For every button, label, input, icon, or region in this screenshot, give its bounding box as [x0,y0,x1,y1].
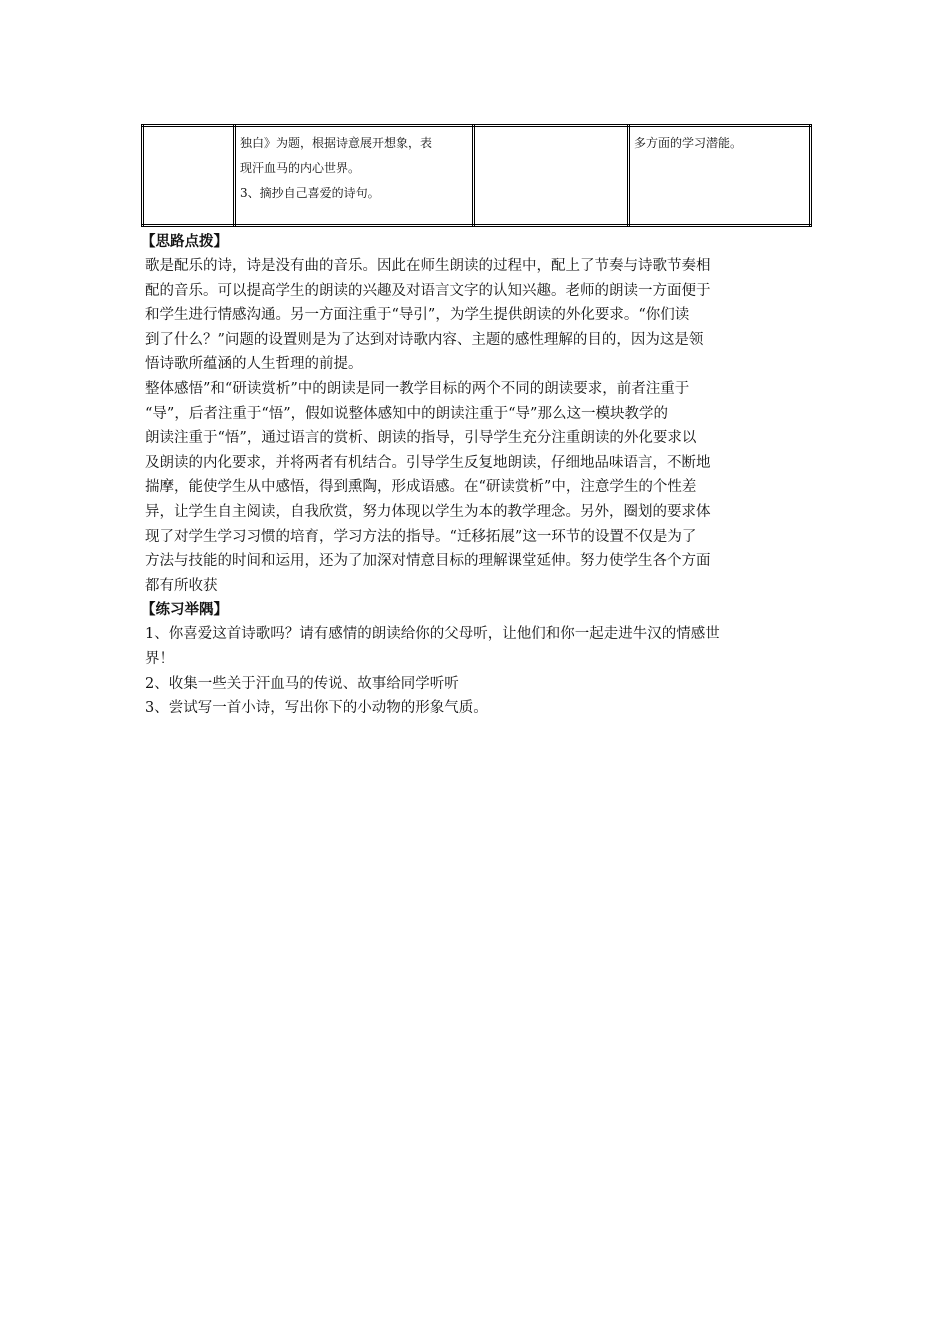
cell-text-line: 现汗血马的内心世界。 [240,161,361,175]
text-line: 和学生进行情感沟通。另一方面注重于“导引”，为学生提供朗读的外化要求。“你们读 [145,307,690,324]
list-item: 2、收集一些关于汗血马的传说、故事给同学听听 [145,675,459,692]
text-line: 朗读注重于“悟”，通过语言的赏析、朗读的指导，引导学生充分注重朗读的外化要求以 [145,430,697,447]
table-cell-empty-1 [143,126,235,226]
text-line: 方法与技能的时间和运用，还为了加深对情意目标的理解课堂延伸。努力使学生各个方面 [145,553,711,570]
cell-text-line: 独白》为题，根据诗意展开想象，表 [240,136,433,150]
text-line: 现了对学生学习习惯的培育，学习方法的指导。“迁移拓展”这一环节的设置不仅是为了 [145,528,697,545]
list-item: 3、尝试写一首小诗，写出你下的小动物的形象气质。 [145,700,488,717]
text-line: 异，让学生自主阅读，自我欣赏，努力体现以学生为本的教学理念。另外，圈划的要求体 [145,503,711,520]
table-cell-empty-3 [474,126,629,226]
text-line: 都有所收获 [145,577,218,594]
text-line: 及朗读的内化要求，并将两者有机结合。引导学生反复地朗读，仔细地品味语言，不断地 [145,454,711,471]
document-body [141,230,815,721]
section-heading-thinking: 【思路点拨】 [141,234,228,250]
cell-text-line: 3、摘抄自己喜爱的诗句。 [240,186,380,200]
list-item: 1、你喜爱这首诗歌吗？请有感情的朗读给你的父母听，让他们和你一起走进牛汉的情感世 [145,626,720,643]
table-row [143,126,811,226]
text-line: 到了什么？”问题的设置则是为了达到对诗歌内容、主题的感性理解的目的，因为这是领 [145,331,704,348]
lesson-plan-table [141,124,812,227]
table-cell-activities [235,126,474,226]
table-cell-goals [629,126,811,226]
text-line: 整体感悟”和“研读赏析”中的朗读是同一教学目标的两个不同的朗读要求，前者注重于 [145,380,690,397]
section-heading-practice: 【练习举隅】 [141,602,228,619]
text-line: 歌是配乐的诗，诗是没有曲的音乐。因此在师生朗读的过程中，配上了节奏与诗歌节奏相 [145,258,711,274]
text-line: 配的音乐。可以提高学生的朗读的兴趣及对语言文字的认知兴趣。老师的朗读一方面便于 [145,282,711,299]
text-line: 悟诗歌所蕴涵的人生哲理的前提。 [145,356,363,373]
list-item: 界！ [145,650,174,667]
cell-text-line: 多方面的学习潜能。 [634,136,743,150]
text-line: 揣摩，能使学生从中感悟，得到熏陶，形成语感。在“研读赏析”中，注意学生的个性差 [145,479,697,496]
practice-list [145,622,815,720]
text-line: “导”，后者注重于“悟”，假如说整体感知中的朗读注重于“导”那么这一模块教学的 [145,405,668,422]
thinking-paragraph [145,254,815,598]
